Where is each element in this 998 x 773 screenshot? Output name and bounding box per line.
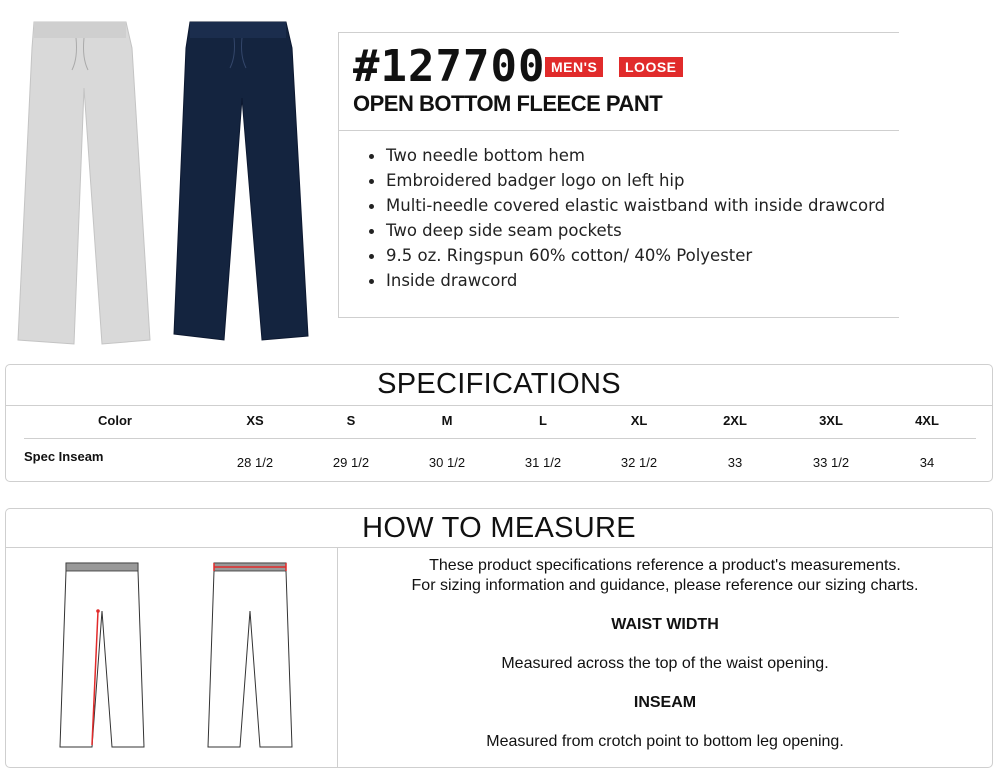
feature-item: Two deep side seam pockets: [369, 218, 885, 243]
size-header-xs: XS: [246, 413, 264, 428]
size-header-s: S: [346, 413, 356, 428]
divider: [6, 405, 992, 406]
feature-item: Inside drawcord: [369, 268, 885, 293]
waist-width-description: Measured across the top of the waist opening.: [501, 655, 829, 672]
inseam-value-l: 31 1/2: [524, 455, 562, 470]
inseam-value-m: 30 1/2: [428, 455, 466, 470]
inseam-value-xs: 28 1/2: [236, 455, 274, 470]
measure-intro-line: For sizing information and guidance, please reference our sizing charts.: [411, 577, 919, 594]
waist-width-heading: WAIST WIDTH: [611, 616, 719, 633]
specifications-panel: [5, 364, 993, 482]
size-header-l: L: [539, 413, 547, 428]
inseam-value-4xl: 34: [919, 455, 935, 470]
grey-pant-image: [14, 18, 156, 348]
product-name: OPEN BOTTOM FLEECE PANT: [353, 91, 663, 116]
size-header-3xl: 3XL: [819, 413, 843, 428]
color-header: Color: [98, 413, 132, 428]
size-header-4xl: 4XL: [915, 413, 939, 428]
size-header-m: M: [441, 413, 453, 428]
inseam-value-3xl: 33 1/2: [812, 455, 850, 470]
inseam-heading: INSEAM: [633, 694, 697, 711]
product-info-card: [338, 32, 899, 318]
measure-intro-line: These product specifications reference a product's measurements.: [429, 557, 901, 574]
specifications-title: SPECIFICATIONS: [377, 368, 621, 400]
how-to-measure-panel: [5, 508, 993, 768]
divider: [339, 130, 899, 131]
mens-badge: MEN'S: [545, 57, 603, 77]
product-sku: #127700: [353, 41, 546, 92]
inseam-diagram: [58, 561, 146, 751]
inseam-value-s: 29 1/2: [332, 455, 370, 470]
divider: [24, 438, 976, 439]
inseam-value-2xl: 33: [727, 455, 743, 470]
spec-inseam-label: Spec Inseam: [24, 449, 104, 464]
waist-diagram: [206, 561, 294, 751]
feature-item: Multi-needle covered elastic waistband with inside drawcord: [369, 193, 885, 218]
navy-pant-image: [170, 18, 312, 348]
inseam-description: Measured from crotch point to bottom leg opening.: [486, 733, 844, 750]
fit-badge: LOOSE: [619, 57, 683, 77]
size-header-2xl: 2XL: [723, 413, 747, 428]
feature-item: 9.5 oz. Ringspun 60% cotton/ 40% Polyester: [369, 243, 885, 268]
divider: [6, 547, 992, 548]
inseam-value-xl: 32 1/2: [620, 455, 658, 470]
feature-list: [369, 143, 885, 293]
feature-item: Two needle bottom hem: [369, 143, 885, 168]
how-to-measure-title: HOW TO MEASURE: [362, 512, 636, 544]
size-header-xl: XL: [630, 413, 648, 428]
feature-item: Embroidered badger logo on left hip: [369, 168, 885, 193]
